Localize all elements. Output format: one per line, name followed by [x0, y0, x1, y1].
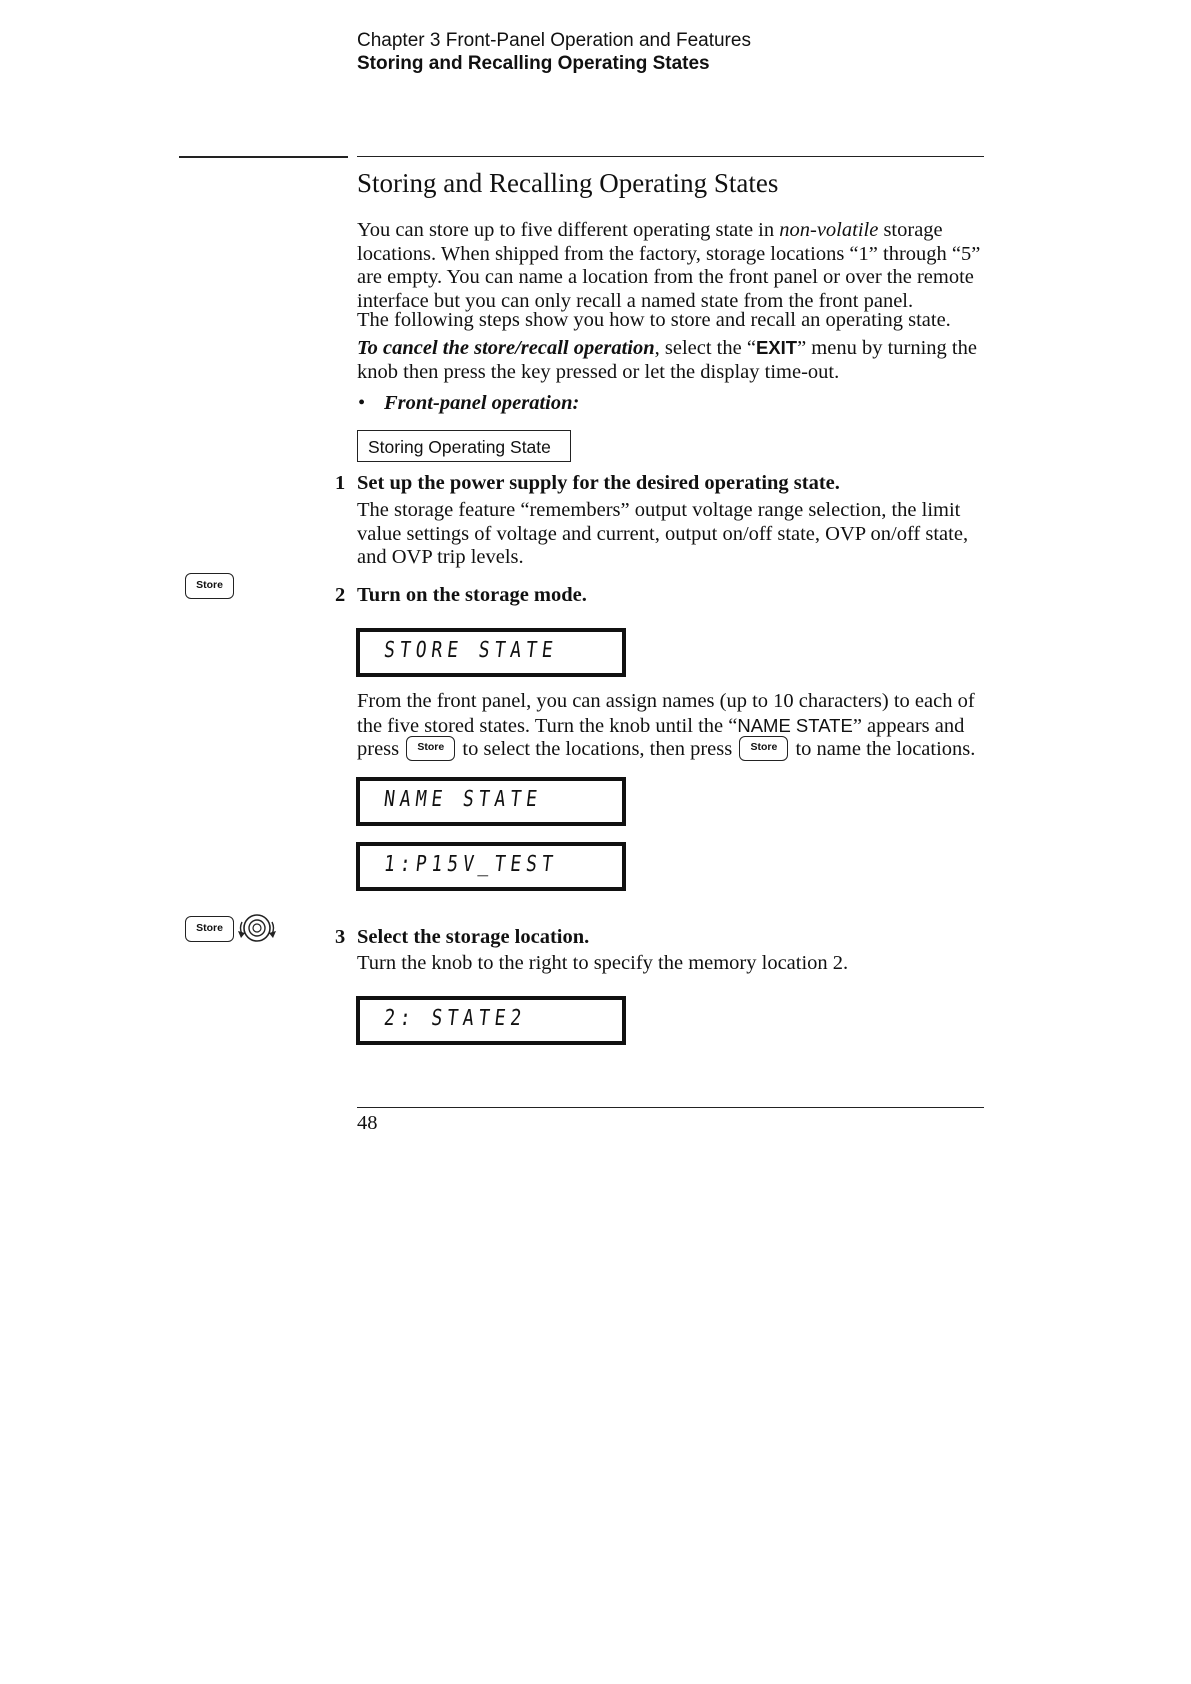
step-2-number: 2: [335, 584, 346, 606]
step-1-number: 1: [335, 472, 346, 494]
steps-intro: The following steps show you how to store and recall an operating state.: [357, 309, 951, 331]
cancel-note-bold: To cancel the store/recall operation: [357, 337, 655, 359]
store-key-inline-2[interactable]: Store: [739, 736, 788, 761]
lcd-name-state: [356, 777, 626, 826]
step-2-body-c: to select the locations, then press: [457, 738, 738, 761]
intro-italic: non-volatile: [779, 219, 879, 241]
step-1-body: The storage feature “remembers” output voltage range selection, the limit value settings of voltage and current, output on/off state, OVP on/off state, and OVP trip levels.: [357, 499, 969, 568]
intro-text-b: storage locations. When shipped from the factory, storage locations “1” through “5” are empty. You can name a location from the front panel or over the remote interface but you can only recall a named state from the front panel.: [357, 219, 981, 312]
section-title: Storing and Recalling Operating States: [357, 53, 710, 74]
store-key-step-3[interactable]: Store: [185, 916, 234, 942]
step-1-title: Set up the power supply for the desired operating state.: [357, 472, 840, 494]
page-number: 48: [357, 1112, 378, 1134]
top-rule: [357, 156, 984, 157]
intro-text-a: You can store up to five different operating state in: [357, 219, 780, 241]
step-3-title: Select the storage location.: [357, 926, 590, 948]
lcd-location-name: [356, 842, 626, 891]
cancel-note-a: , select the “: [654, 337, 756, 359]
cancel-note: [357, 336, 987, 384]
chapter-title: Chapter 3 Front-Panel Operation and Features: [357, 30, 751, 51]
step-2-body-b: ” appears and press: [357, 714, 965, 761]
storing-operating-state-box: Storing Operating State: [357, 430, 571, 462]
lcd-store-state: [356, 628, 626, 677]
left-margin-rule: [179, 156, 348, 158]
step-2-title: Turn on the storage mode.: [357, 584, 587, 606]
store-key[interactable]: Store: [185, 573, 234, 599]
intro-paragraph: [357, 219, 987, 313]
step-2-body-d: to name the locations.: [790, 738, 976, 761]
lcd-storage-location-text: 2: STATE2: [382, 1006, 528, 1031]
knob-icon[interactable]: [236, 910, 278, 946]
bullet-mark: •: [358, 392, 366, 414]
footer-rule: [357, 1107, 984, 1108]
store-key-inline[interactable]: Store: [406, 736, 455, 761]
front-panel-label: Front-panel operation:: [384, 392, 580, 414]
step-3-number: 3: [335, 926, 346, 948]
step-2-body: [357, 690, 987, 763]
lcd-location-name-text: 1:P15V_TEST: [382, 852, 560, 877]
lcd-name-state-text: NAME STATE: [382, 787, 544, 812]
exit-label: EXIT: [755, 337, 798, 358]
step-3-body: Turn the knob to the right to specify the memory location 2.: [357, 952, 849, 974]
cancel-note-b: ” menu by turning the knob then press the key pressed or let the display time-out.: [357, 337, 977, 383]
running-header: [357, 29, 751, 75]
step-2-body-a: From the front panel, you can assign names (up to 10 characters) to each of the five stored states. Turn the knob until the “: [357, 690, 975, 737]
lcd-store-state-text: STORE STATE: [382, 638, 560, 663]
page-heading: Storing and Recalling Operating States: [357, 168, 779, 198]
name-state-label: NAME STATE: [737, 714, 853, 736]
lcd-storage-location: [356, 996, 626, 1045]
